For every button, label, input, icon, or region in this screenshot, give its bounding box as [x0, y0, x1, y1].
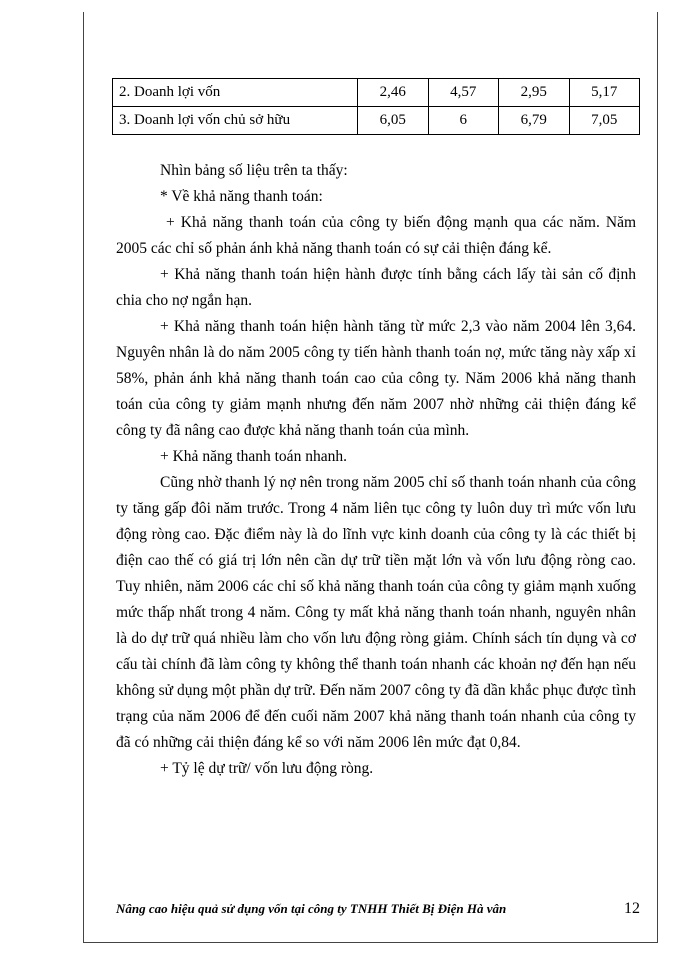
paragraph-intro: Nhìn bảng số liệu trên ta thấy: — [160, 162, 348, 179]
table-cell: 2,95 — [499, 79, 570, 107]
subheading: + Tỷ lệ dự trữ/ vốn lưu động ròng. — [160, 760, 374, 777]
paragraph: + Khả năng thanh toán của công ty biến động mạnh qua các năm. Năm 2005 các chỉ số phản ánh khả năng thanh toán có sự cải thiện đáng kể. — [116, 214, 636, 257]
paragraph: + Khả năng thanh toán hiện hành được tính bằng cách lấy tài sản cố định chia cho nợ ngắn hạn. — [116, 266, 636, 309]
table-cell: 5,17 — [569, 79, 640, 107]
table-cell: 6,79 — [499, 107, 570, 135]
footer-title: Nâng cao hiệu quả sử dụng vốn tại công ty TNHH Thiết Bị Điện Hà vân — [116, 901, 507, 916]
section-heading: * Về khả năng thanh toán: — [160, 188, 323, 205]
data-table — [112, 78, 640, 135]
row-label: 2. Doanh lợi vốn — [113, 79, 358, 107]
table-cell: 6 — [428, 107, 499, 135]
page-number: 12 — [624, 900, 640, 917]
paragraph: + Khả năng thanh toán hiện hành tăng từ mức 2,3 vào năm 2004 lên 3,64. Nguyên nhân là do năm 2005 công ty tiến hành thanh toán nợ, mức tăng này xấp xỉ 58%, phản ánh khả năng thanh toán cao của công ty. Năm 2006 khả năng thanh toán của công ty giảm mạnh nhưng đến năm 2007 nhờ những cải thiện đáng kể công ty đã nâng cao được khả năng thanh toán của mình. — [116, 318, 636, 439]
subheading: + Khả năng thanh toán nhanh. — [160, 448, 347, 465]
table-cell: 7,05 — [569, 107, 640, 135]
table-row — [113, 79, 640, 107]
paragraph: Cũng nhờ thanh lý nợ nên trong năm 2005 chỉ số thanh toán nhanh của công ty tăng gấp đôi năm trước. Trong 4 năm liên tục công ty luôn duy trì mức vốn lưu động ròng cao. Đặc điểm này là do lĩnh vực kinh doanh của công ty là các thiết bị điện cao thế có giá trị lớn nên cần dự trữ tiền mặt lớn và vốn lưu động ròng cao. Tuy nhiên, năm 2006 các chỉ số khả năng thanh toán của công ty giảm mạnh xuống mức thấp nhất trong 4 năm. Công ty mất khả năng thanh toán nhanh, nguyên nhân là do dự trữ quá nhiều làm cho vốn lưu động ròng giảm. Chính sách tín dụng và cơ cấu tài chính đã làm công ty không thể thanh toán nhanh các khoản nợ đến hạn nếu không sử dụng một phần dự trữ. Đến năm 2007 công ty đã dần khắc phục được tình trạng của năm 2006 để đến cuối năm 2007 khả năng thanh toán nhanh của công ty đã có những cải thiện đáng kể so với năm 2006 lên mức đạt 0,84. — [116, 474, 636, 751]
table-cell: 6,05 — [358, 107, 429, 135]
page-footer — [116, 900, 640, 918]
table-row — [113, 107, 640, 135]
row-label: 3. Doanh lợi vốn chủ sở hữu — [113, 107, 358, 135]
body-text — [116, 158, 636, 782]
table-cell: 2,46 — [358, 79, 429, 107]
table-cell: 4,57 — [428, 79, 499, 107]
